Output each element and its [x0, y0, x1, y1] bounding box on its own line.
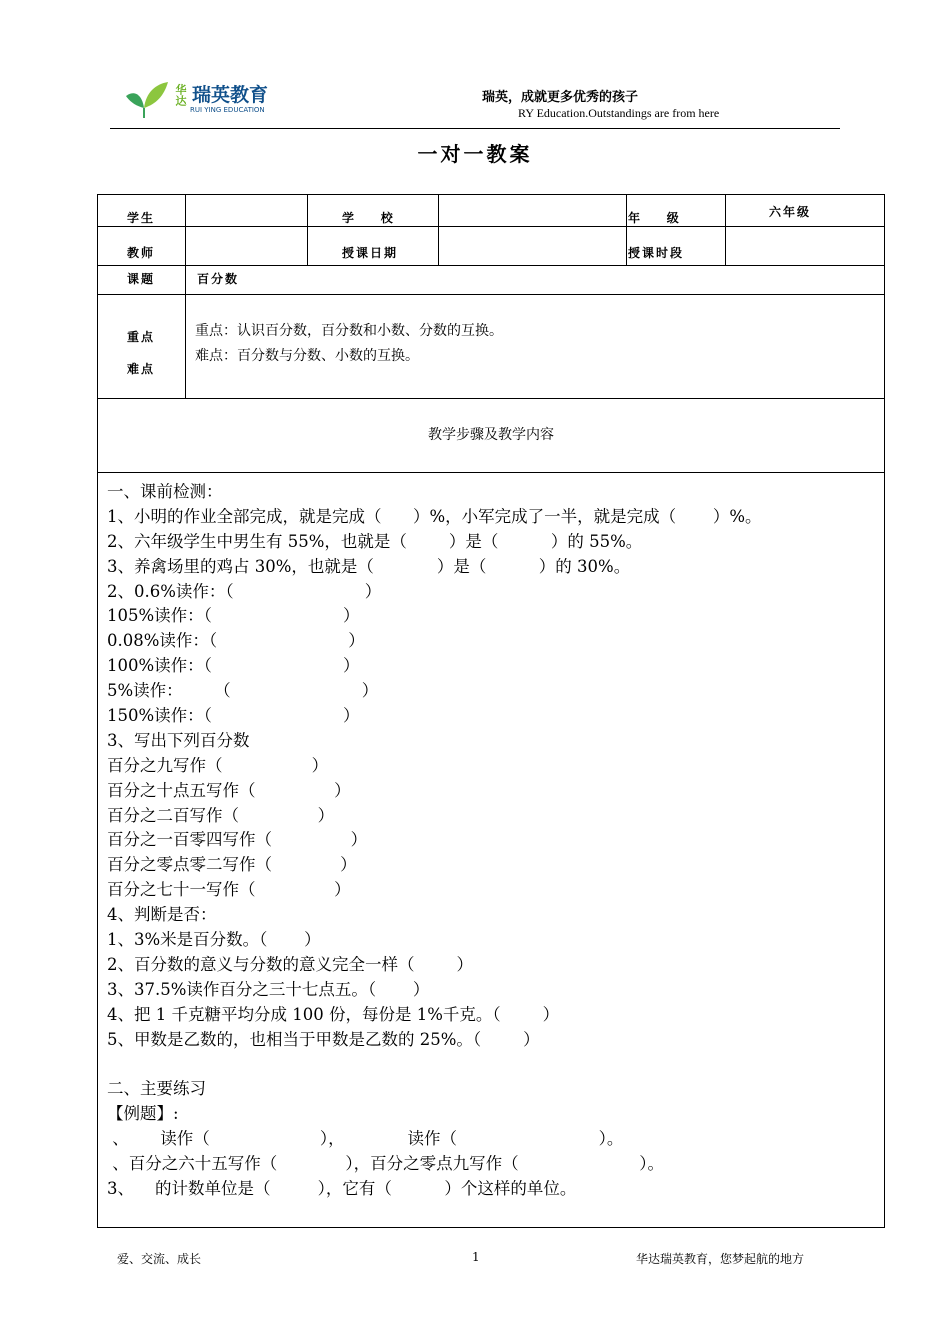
page-number: 1: [472, 1250, 480, 1264]
school-label: 学 校: [342, 211, 395, 225]
lesson-content: [107, 480, 877, 1202]
content-line: 百分之二百写作（ ）: [107, 805, 335, 825]
leaf-logo-icon: [120, 78, 170, 124]
teacher-label: 教师: [127, 246, 156, 260]
header-divider: [110, 128, 840, 129]
content-line: 百分之零点零二写作（ ）: [107, 855, 357, 875]
col-divider: [725, 195, 726, 265]
content-line: 4、把 1 千克糖平均分成 100 份，每份是 1%千克。（ ）: [107, 1004, 560, 1024]
period-label: 授课时段: [628, 246, 685, 260]
grade-value: 六年级: [769, 205, 812, 219]
logo-cn-text: 瑞英教育: [192, 84, 269, 106]
slogan-en: RY Education.Outstandings are from here: [518, 106, 720, 120]
content-line: 3、写出下列百分数: [107, 730, 250, 750]
logo-hua-text: 华达: [174, 84, 187, 106]
grade-label: 年 级: [628, 211, 681, 225]
col-divider: [438, 195, 439, 265]
content-line: 百分之九写作（ ）: [107, 755, 329, 775]
footer-left: 爱、交流、成长: [117, 1252, 202, 1266]
col-divider: [185, 195, 186, 398]
content-line: 、 读作（ ）， 读作（ ）。: [107, 1129, 624, 1149]
row-divider: [98, 472, 884, 473]
keypoint-text: 重点：认识百分数，百分数和小数、分数的互换。: [195, 323, 503, 339]
topic-value: 百分数: [197, 272, 240, 286]
col-divider: [626, 195, 627, 265]
student-label: 学生: [127, 211, 156, 225]
content-line: 105%读作：（ ）: [107, 606, 360, 626]
topic-label: 课题: [127, 272, 156, 286]
steps-heading: 教学步骤及教学内容: [428, 427, 554, 443]
content-line: 2、0.6%读作：（ ）: [107, 581, 382, 601]
content-line: 一、课前检测：: [107, 482, 223, 501]
row-divider: [98, 226, 884, 227]
content-line: 3、37.5%读作百分之三十七点五。（ ）: [107, 979, 430, 999]
keypoint-label: 重点: [127, 330, 156, 344]
content-line: 2、六年级学生中男生有 55%，也就是（ ）是（ ）的 55%。: [107, 531, 643, 551]
row-divider: [98, 294, 884, 295]
date-label: 授课日期: [342, 246, 399, 260]
content-line: 百分之一百零四写作（ ）: [107, 830, 368, 850]
content-line: 150%读作：（ ）: [107, 706, 360, 726]
difficulty-text: 难点：百分数与分数、小数的互换。: [195, 348, 419, 364]
content-line: [107, 1052, 877, 1077]
content-line: 2、百分数的意义与分数的意义完全一样（ ）: [107, 954, 473, 974]
row-divider: [98, 398, 884, 399]
page-title: 一对一教案: [417, 142, 533, 166]
logo: [120, 78, 290, 124]
col-divider: [307, 195, 308, 265]
content-line: 100%读作：（ ）: [107, 656, 360, 676]
content-line: 二、主要练习: [107, 1079, 206, 1099]
difficulty-label: 难点: [127, 362, 156, 376]
row-divider: [98, 265, 884, 266]
content-line: 3、 的计数单位是（ ），它有（ ）个这样的单位。: [107, 1178, 577, 1198]
content-line: 百分之十点五写作（ ）: [107, 780, 351, 800]
content-line: 3、养禽场里的鸡占 30%，也就是（ ）是（ ）的 30%。: [107, 556, 631, 576]
content-line: 百分之七十一写作（ ）: [107, 880, 351, 900]
content-line: 1、小明的作业全部完成，就是完成（ ）%，小军完成了一半，就是完成（ ）%。: [107, 506, 762, 526]
content-line: 4、判断是否：: [107, 905, 217, 925]
content-line: 1、3%米是百分数。（ ）: [107, 930, 321, 950]
content-line: 、百分之六十五写作（ ），百分之零点九写作（ ）。: [107, 1154, 665, 1174]
content-line: 5%读作： （ ）: [107, 681, 379, 701]
slogan-cn: 瑞英，成就更多优秀的孩子: [482, 90, 639, 105]
content-line: 0.08%读作：（ ）: [107, 631, 365, 651]
footer-right: 华达瑞英教育，您梦起航的地方: [636, 1252, 805, 1266]
content-line: 【例题】:: [107, 1104, 179, 1124]
content-line: 5、甲数是乙数的，也相当于甲数是乙数的 25%。（ ）: [107, 1029, 540, 1049]
logo-en-text: RUI YING EDUCATION: [190, 106, 265, 114]
